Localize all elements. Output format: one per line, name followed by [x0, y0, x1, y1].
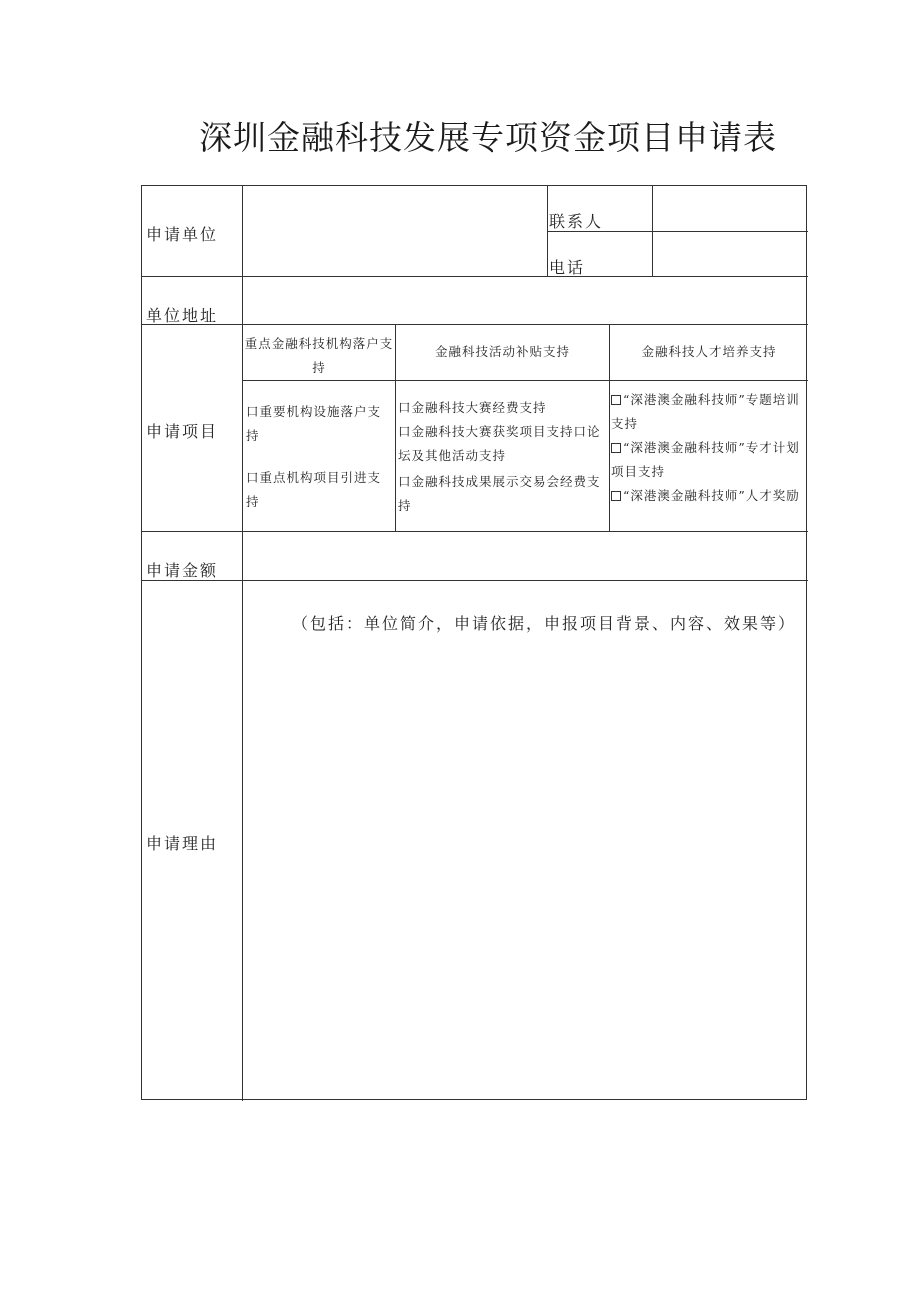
applicant-field[interactable] — [244, 187, 546, 275]
option-expo-funding[interactable]: 口金融科技成果展示交易会经费支持 — [398, 474, 601, 513]
address-label: 单位地址 — [146, 306, 219, 325]
checkbox-icon[interactable] — [611, 491, 621, 501]
checkbox-icon[interactable] — [611, 395, 621, 405]
phone-label: 电话 — [549, 258, 586, 277]
application-form-table — [141, 185, 807, 1100]
address-field[interactable] — [244, 278, 806, 323]
project-label: 申请项目 — [146, 422, 219, 441]
option-contest-award-forum[interactable]: 口金融科技大赛获奖项目支持口论坛及其他活动支持 — [398, 424, 601, 463]
reason-label: 申请理由 — [146, 834, 219, 853]
applicant-label: 申请单位 — [146, 225, 219, 244]
phone-field[interactable] — [654, 233, 806, 275]
reason-field[interactable] — [244, 582, 806, 1099]
label-column-divider — [242, 186, 243, 1101]
option-institution-facility[interactable]: 口重要机构设施落户支持 — [246, 404, 382, 443]
amount-field[interactable] — [244, 533, 806, 579]
column-divider — [395, 324, 396, 531]
project-header-institution: 重点金融科技机构落户支持 — [244, 336, 394, 375]
project-header-talent: 金融科技人才培养支持 — [641, 344, 777, 359]
reason-hint: （包括：单位简介，申请依据，申报项目背景、内容、效果等） — [292, 614, 797, 633]
checkbox-icon[interactable] — [611, 443, 621, 453]
amount-label: 申请金额 — [146, 561, 219, 580]
option-talent-award[interactable]: “深港澳金融科技师”人才奖励 — [611, 484, 807, 508]
contact-label: 联系人 — [549, 212, 604, 231]
column-divider — [609, 324, 610, 531]
column-divider — [547, 186, 548, 276]
column-divider — [652, 186, 653, 276]
contact-field[interactable] — [654, 187, 806, 230]
option-talent-plan[interactable]: “深港澳金融科技师”专才计划项目支持 — [611, 440, 800, 479]
option-institution-project[interactable]: 口重点机构项目引进支持 — [246, 470, 382, 509]
option-contest-funding[interactable]: 口金融科技大赛经费支持 — [398, 400, 547, 415]
project-header-activity: 金融科技活动补贴支持 — [434, 344, 570, 359]
row-divider — [243, 380, 808, 381]
form-title: 深圳金融科技发展专项资金项目申请表 — [199, 118, 777, 157]
option-talent-training[interactable]: “深港澳金融科技师”专题培训支持 — [611, 392, 800, 431]
